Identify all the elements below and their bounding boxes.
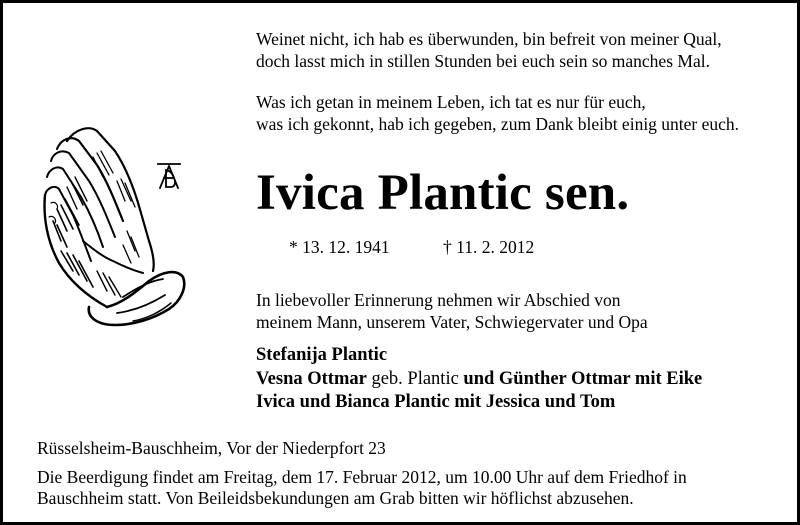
maiden-name: geb. Plantic	[366, 368, 464, 389]
family-name: Ivica und Bianca Plantic mit Jessica und Tom	[256, 392, 616, 412]
family-name: und Günther Ottmar mit Eike	[463, 368, 703, 389]
funeral-notice	[37, 467, 687, 509]
farewell-intro	[256, 289, 648, 333]
family-name: Stefanija Plantic	[256, 345, 388, 365]
duerer-monogram-icon	[156, 160, 182, 190]
death-date: † 11. 2. 2012	[443, 237, 535, 257]
funeral-line: Bauschheim statt. Von Beileidsbekundungen am Grab bitten wir höflichst abzusehen.	[37, 488, 634, 508]
birth-date: * 13. 12. 1941	[289, 237, 390, 257]
poem-stanza-2	[256, 91, 739, 135]
poem-line: doch lasst mich in stillen Stunden bei euch sein so manches Mal.	[256, 51, 710, 71]
family-name: Vesna Ottmar	[256, 368, 367, 389]
intro-line: In liebevoller Erinnerung nehmen wir Abschied von	[256, 290, 621, 310]
family-member	[256, 391, 702, 415]
deceased-name: Ivica Plantic sen.	[256, 165, 630, 221]
poem-stanza-1	[256, 28, 722, 72]
family-list	[256, 344, 702, 415]
poem-line: Weinet nicht, ich hab es überwunden, bin befreit von meiner Qual,	[256, 29, 722, 49]
funeral-line: Die Beerdigung findet am Freitag, dem 17. Februar 2012, um 10.00 Uhr auf dem Friedhof in	[37, 467, 687, 487]
praying-hands-icon	[37, 121, 187, 331]
poem-line: Was ich getan in meinem Leben, ich tat es nur für euch,	[256, 92, 646, 112]
family-member	[256, 344, 702, 368]
family-member	[256, 368, 702, 392]
poem-line: was ich gekonnt, hab ich gegeben, zum Dank bleibt einig unter euch.	[256, 114, 740, 134]
mourning-address: Rüsselsheim-Bauschheim, Vor der Niederpfort 23	[37, 438, 386, 458]
intro-line: meinem Mann, unserem Vater, Schwiegervater und Opa	[256, 312, 648, 332]
